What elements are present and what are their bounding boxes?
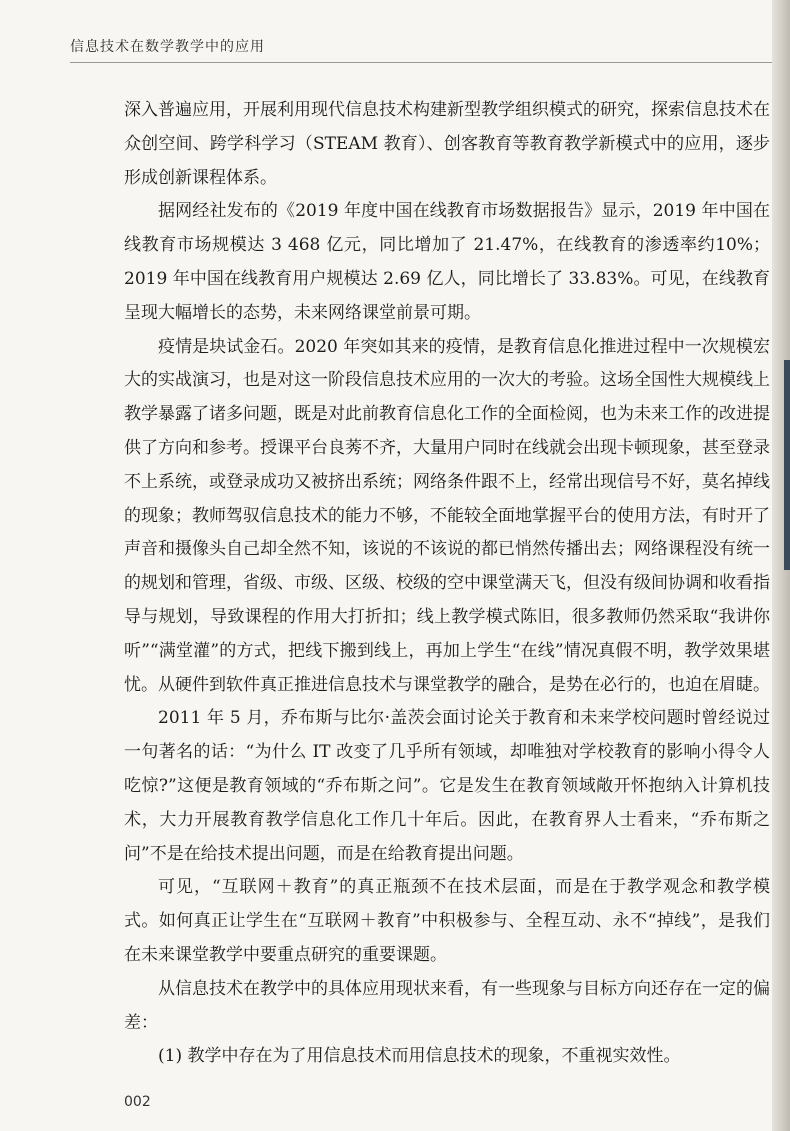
paragraph: (1) 教学中存在为了用信息技术而用信息技术的现象，不重视实效性。	[158, 1046, 681, 1067]
paragraph: 据网经社发布的《2019 年度中国在线教育市场数据报告》显示，2019 年中国在线教育市场规模达 3 468 亿元，同比增加了 21.47%，在线教育的渗透率约10%；2019 年中国在线教育用户规模达 2.69 亿人，同比增长了 33.83%。可见，在线教育呈现大幅增长的态势，未来网络课堂前景可期。	[124, 201, 770, 323]
edge-tab	[784, 360, 790, 570]
header-rule	[70, 62, 772, 63]
paragraph: 可见，“互联网＋教育”的真正瓶颈不在技术层面，而是在于教学观念和教学模式。如何真正让学生在“互联网＋教育”中积极参与、全程互动、永不“掉线”，是我们在未来课堂教学中要重点研究的重要课题。	[124, 877, 770, 965]
paragraph: 2011 年 5 月，乔布斯与比尔·盖茨会面讨论关于教育和未来学校问题时曾经说过一句著名的话：“为什么 IT 改变了几乎所有领域，却唯独对学校教育的影响小得令人吃惊?”这便是教育领域的“乔布斯之问”。它是发生在教育领域敞开怀抱纳入计算机技术，大力开展教育教学信息化工作几十年后。因此，在教育界人士看来，“乔布斯之问”不是在给技术提出问题，而是在给教育提出问题。	[124, 708, 770, 864]
running-header: 信息技术在数学教学中的应用	[70, 39, 265, 55]
paragraph: 深入普遍应用，开展利用现代信息技术构建新型教学组织模式的研究，探索信息技术在众创空间、跨学科学习（STEAM 教育）、创客教育等教育教学新模式中的应用，逐步形成创新课程体系。	[124, 100, 770, 188]
body-text	[124, 94, 770, 1074]
page-number: 002	[124, 1094, 151, 1110]
paragraph: 疫情是块试金石。2020 年突如其来的疫情，是教育信息化推进过程中一次规模宏大的实战演习，也是对这一阶段信息技术应用的一次大的考验。这场全国性大规模线上教学暴露了诸多问题，既是对此前教育信息化工作的全面检阅，也为未来工作的改进提供了方向和参考。授课平台良莠不齐，大量用户同时在线就会出现卡顿现象，甚至登录不上系统，或登录成功又被挤出系统；网络条件跟不上，经常出现信号不好，莫名掉线的现象；教师驾驭信息技术的能力不够，不能较全面地掌握平台的使用方法，有时开了声音和摄像头自己却全然不知，该说的不该说的都已悄然传播出去；网络课程没有统一的规划和管理，省级、市级、区级、校级的空中课堂满天飞，但没有级间协调和收看指导与规划，导致课程的作用大打折扣；线上教学模式陈旧，很多教师仍然采取“我讲你听”“满堂灌”的方式，把线下搬到线上，再加上学生“在线”情况真假不明，教学效果堪忧。从硬件到软件真正推进信息技术与课堂教学的融合，是势在必行的，也迫在眉睫。	[124, 336, 770, 695]
paragraph: 从信息技术在教学中的具体应用现状来看，有一些现象与目标方向还存在一定的偏差：	[124, 978, 770, 1033]
